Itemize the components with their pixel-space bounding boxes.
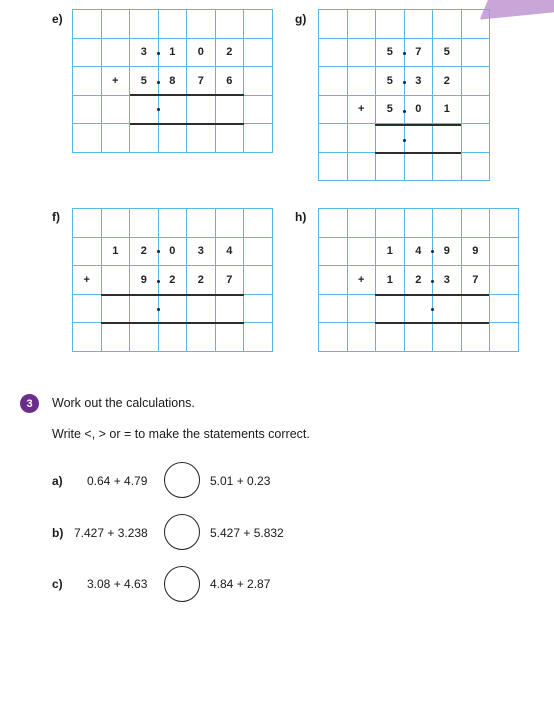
grid-cell[interactable] <box>376 294 405 323</box>
decimal-point <box>157 108 160 111</box>
grid-cell: 8 <box>158 67 187 96</box>
answer-line-e <box>130 94 244 96</box>
grid-cell: 6 <box>215 67 244 96</box>
comparison-a-answer-circle[interactable] <box>164 462 200 498</box>
grid-cell[interactable] <box>215 209 244 238</box>
grid-cell[interactable] <box>187 294 216 323</box>
problem-e-label: e) <box>52 12 63 26</box>
grid-cell[interactable] <box>244 209 273 238</box>
grid-cell[interactable] <box>319 124 348 153</box>
grid-cell[interactable] <box>73 209 102 238</box>
grid-cell[interactable] <box>490 323 519 352</box>
grid-cell: + <box>347 266 376 295</box>
grid-cell[interactable] <box>404 10 433 39</box>
grid-cell[interactable] <box>347 294 376 323</box>
problem-h-label: h) <box>295 210 307 224</box>
decimal-point <box>157 250 160 253</box>
decimal-point <box>403 52 406 55</box>
grid-cell[interactable] <box>187 209 216 238</box>
grid-row <box>319 152 490 181</box>
grid-cell[interactable] <box>347 10 376 39</box>
grid-cell[interactable] <box>461 152 490 181</box>
grid-row <box>73 294 273 323</box>
decimal-point <box>157 52 160 55</box>
problem-f-label: f) <box>52 210 60 224</box>
grid-cell[interactable] <box>187 124 216 153</box>
grid-cell[interactable] <box>319 237 348 266</box>
decimal-point <box>403 81 406 84</box>
grid-cell[interactable] <box>319 209 348 238</box>
grid-cell[interactable] <box>244 266 273 295</box>
grid-cell[interactable] <box>158 95 187 124</box>
grid-row <box>73 266 273 295</box>
grid-row <box>319 323 519 352</box>
grid-cell[interactable] <box>244 67 273 96</box>
grid-cell: 2 <box>215 38 244 67</box>
grid-row <box>319 237 519 266</box>
grid-cell[interactable] <box>461 95 490 124</box>
grid-cell[interactable] <box>404 209 433 238</box>
grid-cell[interactable] <box>101 209 130 238</box>
problem-f-grid <box>72 208 273 352</box>
answer-line-g <box>375 124 461 126</box>
grid-cell[interactable] <box>490 266 519 295</box>
grid-cell[interactable] <box>461 294 490 323</box>
grid-cell[interactable] <box>319 67 348 96</box>
grid-cell[interactable] <box>319 294 348 323</box>
grid-cell: 7 <box>215 266 244 295</box>
grid-cell: 5 <box>376 38 405 67</box>
problem-g-label: g) <box>295 12 307 26</box>
grid-cell[interactable] <box>158 124 187 153</box>
grid-row <box>73 124 273 153</box>
grid-cell: 1 <box>433 95 462 124</box>
comparison-a-left: 0.64 + 4.79 <box>87 474 148 488</box>
grid-cell: 2 <box>187 266 216 295</box>
grid-cell[interactable] <box>158 294 187 323</box>
grid-cell[interactable] <box>347 237 376 266</box>
grid-cell[interactable] <box>376 124 405 153</box>
grid-cell[interactable] <box>404 323 433 352</box>
comparison-b-label: b) <box>52 526 64 540</box>
grid-cell[interactable] <box>433 10 462 39</box>
grid-cell[interactable] <box>376 10 405 39</box>
decimal-point <box>431 280 434 283</box>
grid-cell[interactable] <box>461 124 490 153</box>
grid-row <box>73 67 273 96</box>
grid-cell[interactable] <box>433 323 462 352</box>
grid-cell: 4 <box>215 237 244 266</box>
decimal-point <box>403 139 406 142</box>
grid-cell: 1 <box>376 237 405 266</box>
grid-cell[interactable] <box>244 237 273 266</box>
grid-cell[interactable] <box>319 266 348 295</box>
grid-cell: 5 <box>130 67 159 96</box>
grid-cell[interactable] <box>130 95 159 124</box>
grid-cell: 0 <box>158 237 187 266</box>
grid-cell: 5 <box>433 38 462 67</box>
grid-cell: 3 <box>404 67 433 96</box>
grid-cell[interactable] <box>490 237 519 266</box>
grid-cell[interactable] <box>101 95 130 124</box>
problem-e-grid <box>72 9 273 153</box>
grid-cell[interactable] <box>347 124 376 153</box>
grid-cell[interactable] <box>461 209 490 238</box>
comparison-b-right: 5.427 + 5.832 <box>210 526 284 540</box>
decimal-point <box>431 250 434 253</box>
grid-cell: 2 <box>158 266 187 295</box>
grid-cell: 9 <box>461 237 490 266</box>
grid-cell[interactable] <box>319 38 348 67</box>
grid-cell[interactable] <box>347 323 376 352</box>
corner-tab-decoration <box>480 0 554 20</box>
answer-line-f <box>101 294 244 296</box>
comparison-a-right: 5.01 + 0.23 <box>210 474 271 488</box>
grid-cell: 1 <box>158 38 187 67</box>
answer-line-e-2 <box>130 123 244 125</box>
grid-cell[interactable] <box>101 124 130 153</box>
grid-cell[interactable] <box>101 10 130 39</box>
grid-cell[interactable] <box>347 67 376 96</box>
grid-cell[interactable] <box>158 323 187 352</box>
grid-cell[interactable] <box>73 95 102 124</box>
answer-line-h-2 <box>375 322 489 324</box>
grid-row <box>319 266 519 295</box>
grid-cell[interactable] <box>347 38 376 67</box>
grid-cell[interactable] <box>215 294 244 323</box>
question-instruction: Work out the calculations. <box>52 396 195 410</box>
grid-cell[interactable] <box>461 38 490 67</box>
grid-cell[interactable] <box>376 209 405 238</box>
grid-cell: 3 <box>187 237 216 266</box>
grid-cell: 0 <box>404 95 433 124</box>
grid-cell[interactable] <box>319 152 348 181</box>
grid-cell[interactable] <box>73 124 102 153</box>
grid-cell[interactable] <box>215 10 244 39</box>
comparison-c-label: c) <box>52 577 63 591</box>
grid-cell[interactable] <box>73 10 102 39</box>
problem-h-grid <box>318 208 519 352</box>
grid-cell[interactable] <box>319 95 348 124</box>
comparison-b-left: 7.427 + 3.238 <box>74 526 148 540</box>
grid-cell: 7 <box>461 266 490 295</box>
grid-row <box>73 237 273 266</box>
grid-cell[interactable] <box>101 294 130 323</box>
grid-cell: 1 <box>101 237 130 266</box>
decimal-point <box>157 308 160 311</box>
grid-cell[interactable] <box>73 323 102 352</box>
grid-cell[interactable] <box>347 152 376 181</box>
grid-cell[interactable] <box>130 10 159 39</box>
grid-cell[interactable] <box>490 294 519 323</box>
grid-cell: 2 <box>433 67 462 96</box>
grid-cell[interactable] <box>73 237 102 266</box>
comparison-c-answer-circle[interactable] <box>164 566 200 602</box>
answer-line-h <box>375 294 489 296</box>
grid-cell[interactable] <box>101 266 130 295</box>
decimal-point <box>403 110 406 113</box>
grid-cell[interactable] <box>461 10 490 39</box>
grid-cell[interactable] <box>490 209 519 238</box>
grid-cell[interactable] <box>215 124 244 153</box>
decimal-point <box>431 308 434 311</box>
grid-cell[interactable] <box>244 10 273 39</box>
grid-row <box>319 294 519 323</box>
grid-cell: 9 <box>130 266 159 295</box>
grid-cell: + <box>73 266 102 295</box>
comparison-c-left: 3.08 + 4.63 <box>87 577 148 591</box>
decimal-point <box>157 280 160 283</box>
grid-row <box>73 95 273 124</box>
grid-cell[interactable] <box>215 95 244 124</box>
grid-cell: + <box>347 95 376 124</box>
grid-cell[interactable] <box>244 38 273 67</box>
grid-cell[interactable] <box>187 323 216 352</box>
grid-cell[interactable] <box>187 10 216 39</box>
grid-row <box>73 38 273 67</box>
grid-cell: 9 <box>433 237 462 266</box>
grid-cell[interactable] <box>101 323 130 352</box>
grid-cell: 5 <box>376 67 405 96</box>
grid-row <box>73 10 273 39</box>
grid-cell[interactable] <box>130 209 159 238</box>
grid-cell[interactable] <box>215 323 244 352</box>
grid-cell: 5 <box>376 95 405 124</box>
grid-cell: 1 <box>376 266 405 295</box>
grid-cell[interactable] <box>130 294 159 323</box>
grid-cell[interactable] <box>404 124 433 153</box>
grid-cell: 2 <box>130 237 159 266</box>
grid-cell[interactable] <box>433 294 462 323</box>
grid-cell[interactable] <box>461 323 490 352</box>
grid-row <box>319 10 490 39</box>
grid-cell[interactable] <box>244 323 273 352</box>
grid-cell: 7 <box>404 38 433 67</box>
answer-line-g-2 <box>375 152 461 154</box>
grid-cell[interactable] <box>319 10 348 39</box>
grid-row <box>73 209 273 238</box>
grid-cell: 0 <box>187 38 216 67</box>
grid-cell[interactable] <box>347 209 376 238</box>
grid-cell[interactable] <box>130 124 159 153</box>
comparison-c-right: 4.84 + 2.87 <box>210 577 271 591</box>
grid-cell[interactable] <box>101 38 130 67</box>
decimal-point <box>157 81 160 84</box>
grid-cell[interactable] <box>73 294 102 323</box>
question-number-badge: 3 <box>20 394 39 413</box>
grid-cell[interactable] <box>461 67 490 96</box>
grid-cell[interactable] <box>433 152 462 181</box>
problem-g-grid <box>318 9 490 181</box>
comparison-b-answer-circle[interactable] <box>164 514 200 550</box>
grid-cell[interactable] <box>158 10 187 39</box>
grid-cell[interactable] <box>130 323 159 352</box>
grid-cell[interactable] <box>73 38 102 67</box>
grid-cell: 3 <box>130 38 159 67</box>
answer-line-f-2 <box>101 322 244 324</box>
grid-cell: 2 <box>404 266 433 295</box>
grid-cell[interactable] <box>158 209 187 238</box>
grid-cell[interactable] <box>319 323 348 352</box>
grid-row <box>319 209 519 238</box>
grid-cell[interactable] <box>433 124 462 153</box>
grid-cell[interactable] <box>404 152 433 181</box>
grid-cell[interactable] <box>433 209 462 238</box>
grid-cell[interactable] <box>244 95 273 124</box>
grid-cell[interactable] <box>376 323 405 352</box>
grid-cell[interactable] <box>187 95 216 124</box>
grid-cell[interactable] <box>73 67 102 96</box>
grid-cell[interactable] <box>244 124 273 153</box>
comparison-a-label: a) <box>52 474 63 488</box>
grid-cell: + <box>101 67 130 96</box>
question-subinstruction: Write <, > or = to make the statements correct. <box>52 427 310 441</box>
grid-row <box>73 323 273 352</box>
grid-row <box>319 124 490 153</box>
grid-cell[interactable] <box>244 294 273 323</box>
grid-cell: 7 <box>187 67 216 96</box>
grid-cell[interactable] <box>404 294 433 323</box>
grid-cell: 3 <box>433 266 462 295</box>
grid-cell: 4 <box>404 237 433 266</box>
grid-cell[interactable] <box>376 152 405 181</box>
